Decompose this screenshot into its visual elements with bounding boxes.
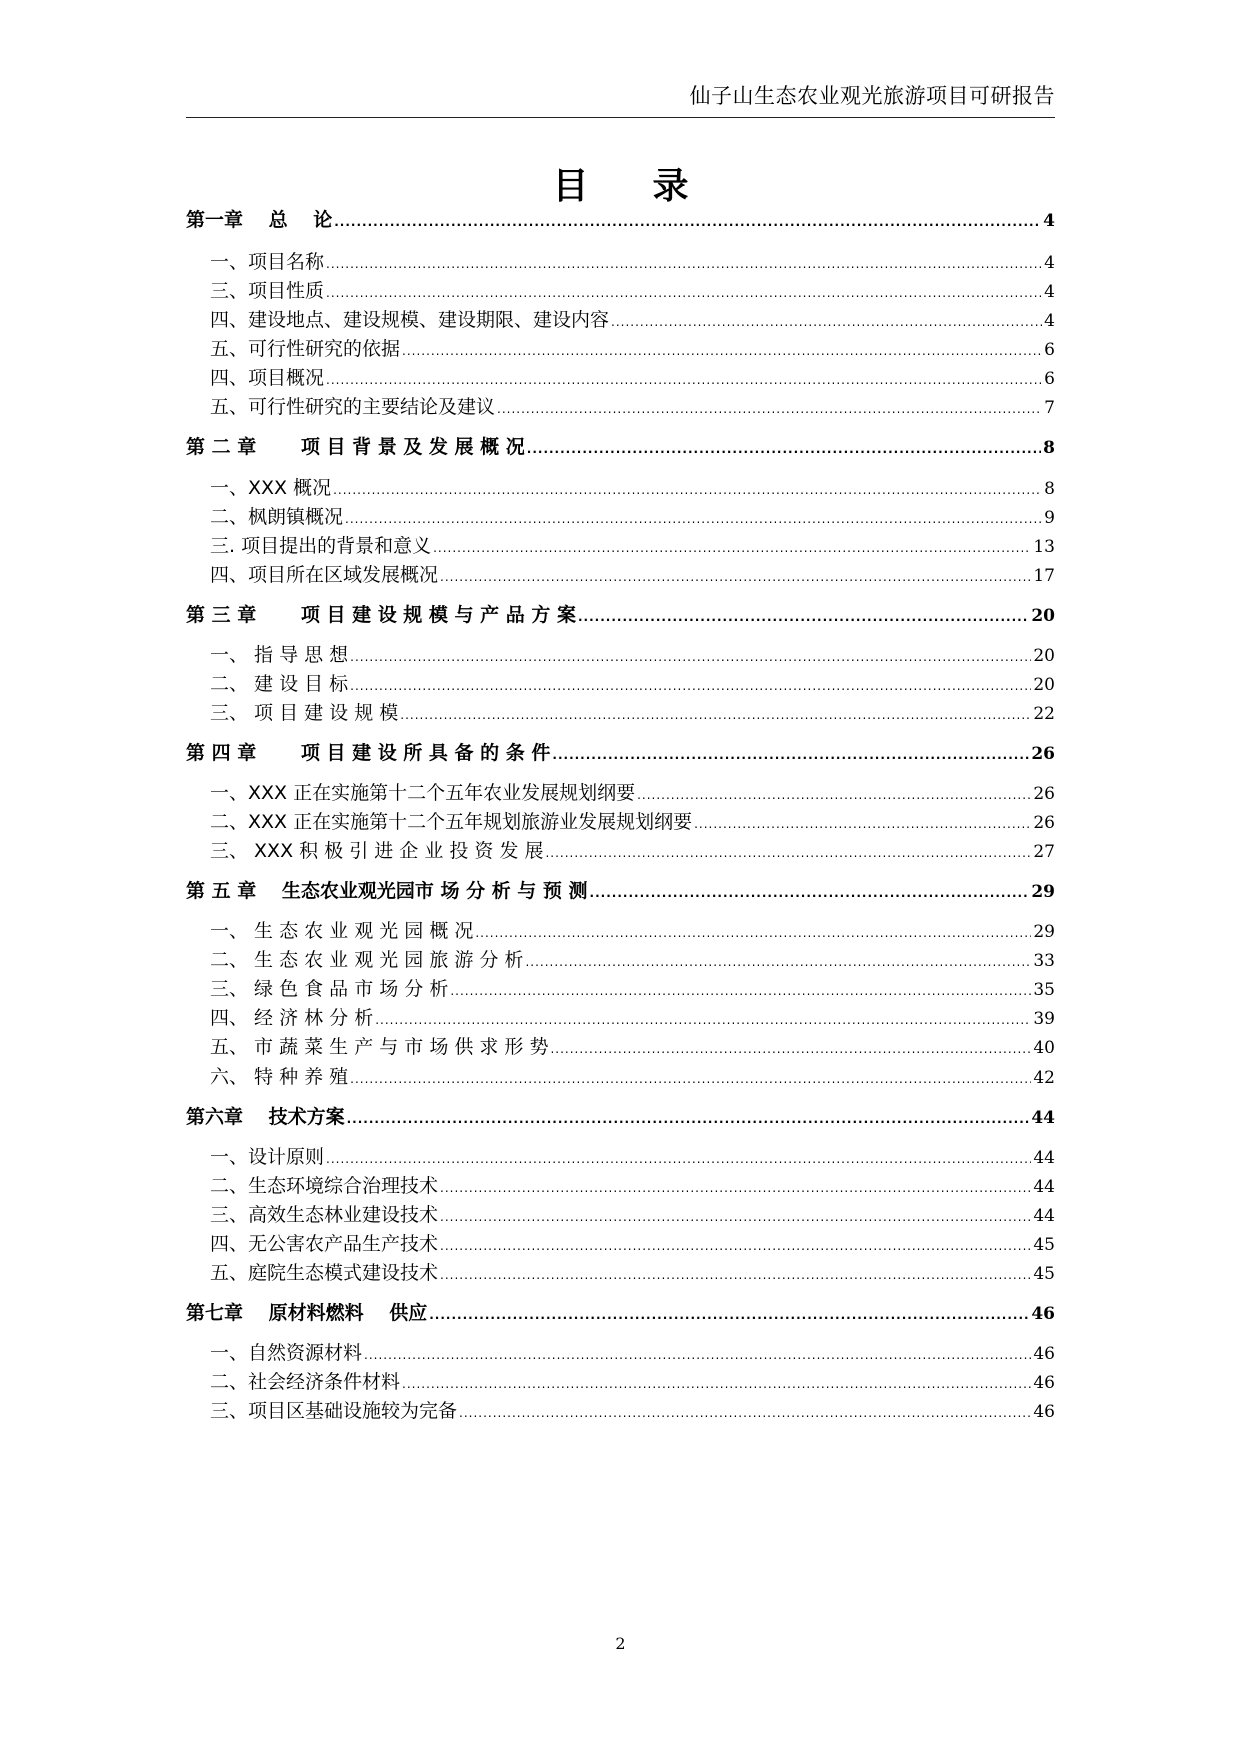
toc-section-entry[interactable]: [186, 560, 1055, 587]
toc-section-entry[interactable]: [186, 1338, 1055, 1365]
toc-entry-page: 35: [1033, 980, 1055, 1000]
toc-entry-page: 4: [1043, 211, 1055, 231]
toc-chapter-entry[interactable]: [186, 1298, 1055, 1325]
toc-dot-leader: [326, 280, 1042, 302]
toc-chapter-entry[interactable]: [186, 432, 1055, 459]
toc-dot-leader: [694, 811, 1031, 833]
header-rule: [186, 117, 1055, 118]
toc-entry-page: 45: [1033, 1264, 1055, 1284]
toc-chapter-entry[interactable]: [186, 1102, 1055, 1129]
toc-dot-leader: [440, 1233, 1031, 1255]
toc-section-entry[interactable]: [186, 698, 1055, 725]
toc-entry-label: 五、可行性研究的主要结论及建议: [210, 396, 496, 418]
toc-chapter-entry[interactable]: [186, 600, 1055, 627]
toc-dot-leader: [326, 367, 1042, 389]
running-header: 仙子山生态农业观光旅游项目可研报告: [689, 84, 1055, 108]
toc-entry-page: 13: [1033, 537, 1055, 557]
toc-entry-page: 22: [1033, 704, 1055, 724]
toc-entry-label: 三. 项目提出的背景和意义: [210, 535, 432, 557]
toc-section-entry[interactable]: [186, 916, 1055, 943]
toc-section-entry[interactable]: [186, 1258, 1055, 1285]
toc-dot-leader: [578, 604, 1029, 626]
toc-entry-page: 20: [1033, 675, 1055, 695]
toc-section-entry[interactable]: [186, 669, 1055, 696]
toc-entry-page: 4: [1044, 311, 1055, 331]
toc-entry-label: 一、XXX 概况: [210, 477, 332, 499]
toc-dot-leader: [440, 1204, 1031, 1226]
toc-dot-leader: [440, 1175, 1031, 1197]
toc-dot-leader: [552, 742, 1029, 764]
toc-entry-label: 四、建设地点、建设规模、建设期限、建设内容: [210, 309, 610, 331]
toc-entry-label: 二、枫朗镇概况: [210, 506, 344, 528]
toc-entry-label: 四、 经 济 林 分 析: [210, 1007, 374, 1029]
toc-section-entry[interactable]: [186, 1142, 1055, 1169]
toc-entry-label: 一、设计原则: [210, 1146, 325, 1168]
toc-dot-leader: [326, 1146, 1031, 1168]
toc-dot-leader: [326, 251, 1042, 273]
toc-entry-label: 五、 市 蔬 菜 生 产 与 市 场 供 求 形 势: [210, 1036, 549, 1058]
toc-section-entry[interactable]: [186, 473, 1055, 500]
toc-dot-leader: [475, 920, 1031, 942]
toc-dot-leader: [527, 436, 1041, 458]
toc-section-entry[interactable]: [186, 531, 1055, 558]
toc-entry-label: 二、社会经济条件材料: [210, 1371, 401, 1393]
toc-entry-page: 46: [1033, 1373, 1055, 1393]
toc-section-entry[interactable]: [186, 1200, 1055, 1227]
toc-section-entry[interactable]: [186, 1171, 1055, 1198]
toc-entry-page: 44: [1033, 1177, 1055, 1197]
toc-entry-label: 一、 指 导 思 想: [210, 644, 349, 666]
toc-entry-page: 45: [1033, 1235, 1055, 1255]
toc-entry-page: 26: [1033, 784, 1055, 804]
toc-entry-label: 第 五 章 生态农业观光园市 场 分 析 与 预 测: [186, 880, 588, 902]
toc-entry-label: 五、庭院生态模式建设技术: [210, 1262, 439, 1284]
toc-entry-label: 一、自然资源材料: [210, 1342, 363, 1364]
toc-entry-label: 三、 项 目 建 设 规 模: [210, 702, 399, 724]
toc-entry-label: 二、生态环境综合治理技术: [210, 1175, 439, 1197]
toc-entry-label: 一、项目名称: [210, 251, 325, 273]
toc-dot-leader: [334, 209, 1041, 231]
toc-entry-page: 8: [1043, 438, 1055, 458]
toc-entry-page: 39: [1033, 1009, 1055, 1029]
toc-dot-leader: [333, 477, 1042, 499]
toc-dot-leader: [345, 506, 1042, 528]
toc-entry-label: 四、无公害农产品生产技术: [210, 1233, 439, 1255]
toc-section-entry[interactable]: [186, 836, 1055, 863]
toc-section-entry[interactable]: [186, 1032, 1055, 1059]
toc-entry-label: 二、 生 态 农 业 观 光 园 旅 游 分 析: [210, 949, 524, 971]
toc-section-entry[interactable]: [186, 1396, 1055, 1423]
toc-entry-page: 27: [1033, 842, 1055, 862]
toc-dot-leader: [450, 978, 1031, 1000]
toc-entry-label: 第七章 原材料燃料 供应: [186, 1302, 428, 1324]
toc-entry-label: 一、XXX 正在实施第十二个五年农业发展规划纲要: [210, 782, 636, 804]
toc-section-entry[interactable]: [186, 1062, 1055, 1089]
toc-entry-label: 第一章 总 论: [186, 209, 333, 231]
page-number: 2: [615, 1634, 626, 1653]
toc-entry-page: 42: [1033, 1068, 1055, 1088]
toc-entry-page: 26: [1031, 744, 1055, 764]
toc-section-entry[interactable]: [186, 334, 1055, 361]
toc-entry-page: 46: [1033, 1402, 1055, 1422]
toc-dot-leader: [350, 1066, 1031, 1088]
toc-chapter-entry[interactable]: [186, 738, 1055, 765]
toc-entry-label: 三、项目区基础设施较为完备: [210, 1400, 458, 1422]
toc-dot-leader: [350, 644, 1031, 666]
toc-dot-leader: [364, 1342, 1031, 1364]
toc-dot-leader: [375, 1007, 1031, 1029]
toc-entry-label: 第六章 技术方案: [186, 1106, 345, 1128]
toc-entry-label: 四、项目概况: [210, 367, 325, 389]
toc-entry-page: 9: [1044, 508, 1055, 528]
toc-chapter-entry[interactable]: [186, 876, 1055, 903]
toc-dot-leader: [590, 880, 1030, 902]
toc-dot-leader: [497, 396, 1042, 418]
toc-section-entry[interactable]: [186, 1229, 1055, 1256]
toc-dot-leader: [545, 840, 1031, 862]
toc-title: 目录: [552, 166, 753, 207]
toc-entry-label: 一、 生 态 农 业 观 光 园 概 况: [210, 920, 474, 942]
toc-dot-leader: [459, 1400, 1031, 1422]
toc-section-entry[interactable]: [186, 974, 1055, 1001]
toc-entry-label: 三、 XXX 积 极 引 进 企 业 投 资 发 展: [210, 840, 544, 862]
toc-dot-leader: [550, 1036, 1031, 1058]
toc-section-entry[interactable]: [186, 640, 1055, 667]
toc-section-entry[interactable]: [186, 807, 1055, 834]
toc-dot-leader: [440, 1262, 1031, 1284]
toc-dot-leader: [402, 1371, 1031, 1393]
toc-entry-label: 二、XXX 正在实施第十二个五年规划旅游业发展规划纲要: [210, 811, 693, 833]
toc-section-entry[interactable]: [186, 1367, 1055, 1394]
toc-entry-page: 46: [1031, 1304, 1055, 1324]
toc-section-entry[interactable]: [186, 778, 1055, 805]
toc-entry-label: 三、项目性质: [210, 280, 325, 302]
toc-entry-page: 44: [1033, 1206, 1055, 1226]
toc-entry-page: 6: [1044, 340, 1055, 360]
toc-section-entry[interactable]: [186, 305, 1055, 332]
toc-entry-page: 4: [1044, 253, 1055, 273]
toc-dot-leader: [611, 309, 1042, 331]
toc-entry-page: 33: [1033, 951, 1055, 971]
toc-section-entry[interactable]: [186, 276, 1055, 303]
toc-entry-page: 7: [1044, 398, 1055, 418]
toc-entry-label: 二、 建 设 目 标: [210, 673, 349, 695]
toc-entry-page: 29: [1033, 922, 1055, 942]
toc-entry-page: 6: [1044, 369, 1055, 389]
toc-entry-page: 40: [1033, 1038, 1055, 1058]
toc-section-entry[interactable]: [186, 1003, 1055, 1030]
toc-dot-leader: [525, 949, 1031, 971]
toc-entry-label: 三、高效生态林业建设技术: [210, 1204, 439, 1226]
toc-entry-label: 第 二 章 项 目 背 景 及 发 展 概 况: [186, 436, 525, 458]
toc-dot-leader: [347, 1106, 1030, 1128]
toc-section-entry[interactable]: [186, 945, 1055, 972]
toc-entry-page: 44: [1033, 1148, 1055, 1168]
toc-dot-leader: [440, 564, 1031, 586]
toc-entry-page: 8: [1044, 479, 1055, 499]
toc-entry-page: 26: [1033, 813, 1055, 833]
toc-entry-page: 46: [1033, 1344, 1055, 1364]
toc-dot-leader: [433, 535, 1031, 557]
toc-entry-page: 44: [1031, 1108, 1055, 1128]
toc-entry-label: 四、项目所在区域发展概况: [210, 564, 439, 586]
toc-entry-label: 六、 特 种 养 殖: [210, 1066, 349, 1088]
toc-entry-label: 第 四 章 项 目 建 设 所 具 备 的 条 件: [186, 742, 551, 764]
toc-section-entry[interactable]: [186, 247, 1055, 274]
toc-entry-page: 4: [1044, 282, 1055, 302]
toc-entry-label: 第 三 章 项 目 建 设 规 模 与 产 品 方 案: [186, 604, 576, 626]
toc-entry-page: 17: [1033, 566, 1055, 586]
toc-chapter-entry[interactable]: [186, 205, 1055, 232]
toc-dot-leader: [402, 338, 1042, 360]
toc-entry-page: 20: [1031, 606, 1055, 626]
toc-dot-leader: [429, 1302, 1029, 1324]
toc-dot-leader: [350, 673, 1031, 695]
toc-dot-leader: [400, 702, 1031, 724]
toc-entry-page: 20: [1033, 646, 1055, 666]
toc-section-entry[interactable]: [186, 363, 1055, 390]
toc-section-entry[interactable]: [186, 502, 1055, 529]
toc-section-entry[interactable]: [186, 392, 1055, 419]
toc-entry-label: 三、 绿 色 食 品 市 场 分 析: [210, 978, 449, 1000]
toc-entry-label: 五、可行性研究的依据: [210, 338, 401, 360]
toc-dot-leader: [637, 782, 1031, 804]
toc-entry-page: 29: [1031, 882, 1055, 902]
